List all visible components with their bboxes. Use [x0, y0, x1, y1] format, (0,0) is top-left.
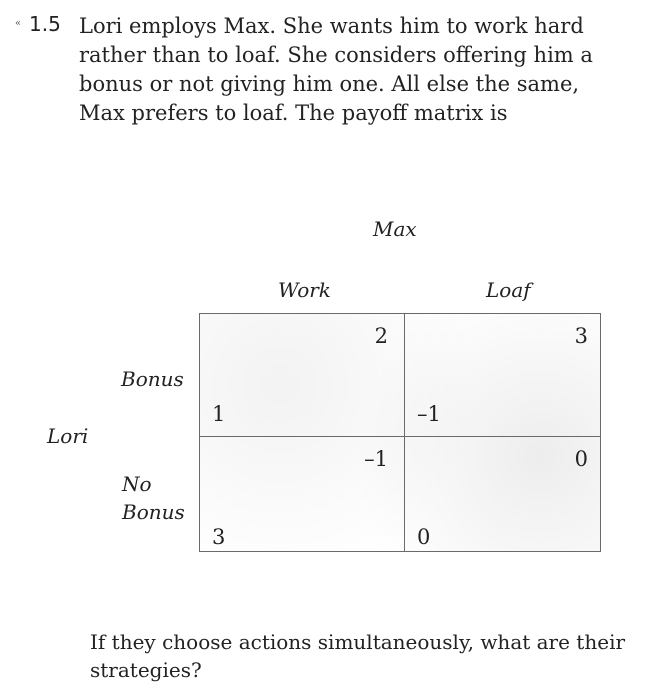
- payoff-lori: –1: [417, 402, 441, 426]
- cell-nobonus-work: [200, 437, 400, 555]
- payoff-lori: 1: [212, 402, 226, 426]
- question-text: If they choose actions simultaneously, what are their strategies?: [90, 630, 626, 682]
- problem-text: Lori employs Max. She wants him to work hard rather than to loaf. She considers offering him a bonus or not giving him one. All else the same, Max prefers to loaf. The payoff matrix is: [79, 14, 593, 125]
- problem-marker: «: [15, 18, 22, 29]
- row-player-label: Lori: [47, 424, 89, 448]
- column-player-label: Max: [373, 217, 417, 241]
- payoff-max: –1: [364, 447, 388, 471]
- cell-bonus-loaf: [405, 314, 600, 432]
- column-header-loaf: Loaf: [486, 278, 531, 302]
- payoff-max: 3: [574, 324, 588, 348]
- column-header-work: Work: [278, 278, 331, 302]
- cell-nobonus-loaf: [405, 437, 600, 555]
- cell-bonus-work: [200, 314, 400, 432]
- payoff-max: 0: [574, 447, 588, 471]
- payoff-lori: 0: [417, 525, 431, 549]
- payoff-max: 2: [374, 324, 388, 348]
- problem-number: 1.5: [29, 12, 61, 36]
- row-header-bonus: Bonus: [121, 367, 184, 391]
- payoff-matrix: [199, 313, 601, 552]
- row-header-no-bonus: No Bonus: [122, 472, 185, 524]
- payoff-lori: 3: [212, 525, 226, 549]
